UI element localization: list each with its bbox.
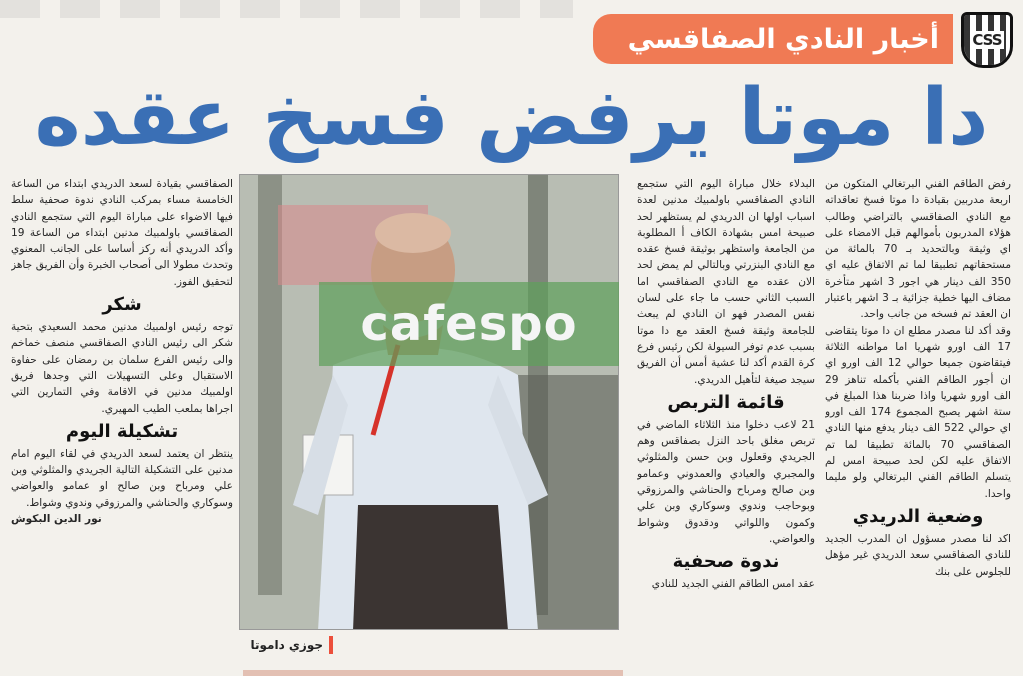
faded-previous-page-text: [0, 0, 573, 18]
headline: دا موتا يرفض فسخ عقده: [34, 73, 989, 163]
article-column-middle: [637, 176, 815, 666]
paragraph: وقد أكد لنا مصدر مطلع ان دا موتا يتقاضى 17 الف اورو شهريا اما مواطنه الثلاثة فيتقاضون جميعا حوالي 12 الف اورو اي ان أجور الطاقم الفني بأكمله تناهز 29 الف اورو شهريا واذا ضربنا هذا المبلغ في ستة اشهر يصبح المجموع 174 الف اورو اي حوالي 522 الف دينار يدفع منها النادي الصفاقسي 70 بالمائة تطبيقا لما تم الاتفاق عليه لكن لحد صبيحة امس لم يتسلم الطاقم الفني البرتغالي ولو مليما واحدا.: [825, 324, 1011, 500]
bottom-decorative-strip: [243, 670, 623, 676]
paragraph: ينتظر ان يعتمد لسعد الدريدي في لقاء اليوم امام مدنين على التشكيلة التالية الجريدي والمثلوثي وبن علي ومرباح وبن صالح او عمامو والعواضي وسوكاري والحناشي والمرزوقي وندوي وشواط.: [11, 447, 233, 509]
logo-text: CSS: [972, 31, 1002, 49]
section-title-bar: [593, 14, 953, 64]
caption-text: جوزي داموتا: [250, 638, 323, 652]
article-column-right: [825, 176, 1011, 666]
watermark-banner: [319, 282, 619, 366]
paragraph: البدلاء خلال مباراة اليوم التي ستجمع النادي الصفاقسي باولمبيك مدنين لعدة اسباب اولها ان الدريدي لم يستظهر لحد صبيحة امس بشهادة الكاف أ المطلوبة من الجامعة واستظهر بوثيقة فسخ عقده مع النادي البنزرتي وبالتالي لم يمض لحد الان عقده مع النادي الصفاقسي اما السبب الثاني حسب ما جاء على لسان نفس المصدر فهو ان النادي لم يبعث للجامعة وثيقة فسخ العقد مع دا موتا بسبب عدم توفر السيولة لكن رئيس فرع كرة القدم أكد لنا عشية أمس أن الفريق سيجد صيغة لتأهيل الدريدي.: [637, 178, 815, 386]
subheading: ندوة صحفية: [672, 551, 780, 573]
section-title: أخبار النادي الصفاقسي: [627, 23, 939, 55]
caption-marker: [329, 636, 333, 654]
paragraph: 21 لاعب دخلوا منذ الثلاثاء الماضي في تربص مغلق باحد النزل بصفاقس وهم الجريدي وقعلول وبن حسن والمثلوثي والمجبري والعيادي والعمدوني وعمامو وبن صالح ومرباح والحناشي والمرزوقي وبوحاجب وندوي وسوكاري وبن علي وكمون واللواتي ودقدوق وشواط والعواضي.: [637, 418, 815, 545]
paragraph: الصفاقسي بقيادة لسعد الدريدي ابتداء من الساعة الخامسة مساء بمركب النادي ندوة صحفية سلط فيها الاضواء على مباراة اليوم التي ستجمع النادي الصفاقسي باولمبيك مدنين ابتداء من الساعة 19 وأكد الدريدي أنه ركز أساسا على الجانب المعنوي وتحدث مطولا الى أصحاب الخبرة وأن الفريق جاهز لتحقيق الفوز.: [11, 178, 233, 288]
subheading: وضعية الدريدي: [852, 505, 984, 527]
paragraph: اكد لنا مصدر مسؤول ان المدرب الجديد للنادي الصفاقسي سعد الدريدي غير مؤهل للجلوس على بنك: [825, 532, 1011, 578]
author-signature: نور الدين البكوش: [11, 513, 102, 526]
club-logo: [961, 12, 1013, 68]
coach-photo: [239, 174, 619, 630]
subheading: شكر: [102, 294, 142, 316]
photo-caption: [239, 636, 333, 654]
subheading: قائمة التربص: [667, 391, 785, 413]
paragraph: رفض الطاقم الفني البرتغالي المتكون من اربعة مدربين بقيادة دا موتا فسخ تعاقداته مع النادي الصفاقسي بالتراضي وطالب هؤلاء المدربون بأموالهم قبل الامضاء على اي وثيقة وبالتحديد بـ 70 بالمائة من مستحقاتهم تطبيقا لما تم الاتفاق عليه اي 350 الف دينار هي اجور 3 اشهر متأخرة مضاف اليها خطية جزائية بـ 3 اشهر باعتبار ان العقد تم فسخه من جانب واحد.: [825, 178, 1011, 321]
watermark-text: cafespo: [360, 296, 578, 352]
subheading: تشكيلة اليوم: [65, 420, 179, 442]
article-column-left: [11, 176, 233, 666]
paragraph: توجه رئيس اولمبيك مدنين محمد السعيدي بتحية شكر الى رئيس النادي الصفاقسي منصف خماخم والى رئيس الفرع سلمان بن رمضان على حفاوة الاستقبال وعلى التسهيلات التي وجدها فريق اولمبيك مدنين في الاقامة وفي التمارين التي اجراها بملعب الطيب المهيري.: [11, 321, 233, 415]
paragraph: عقد امس الطاقم الفني الجديد للنادي: [651, 578, 815, 591]
coach-photo-illustration: [239, 175, 618, 630]
